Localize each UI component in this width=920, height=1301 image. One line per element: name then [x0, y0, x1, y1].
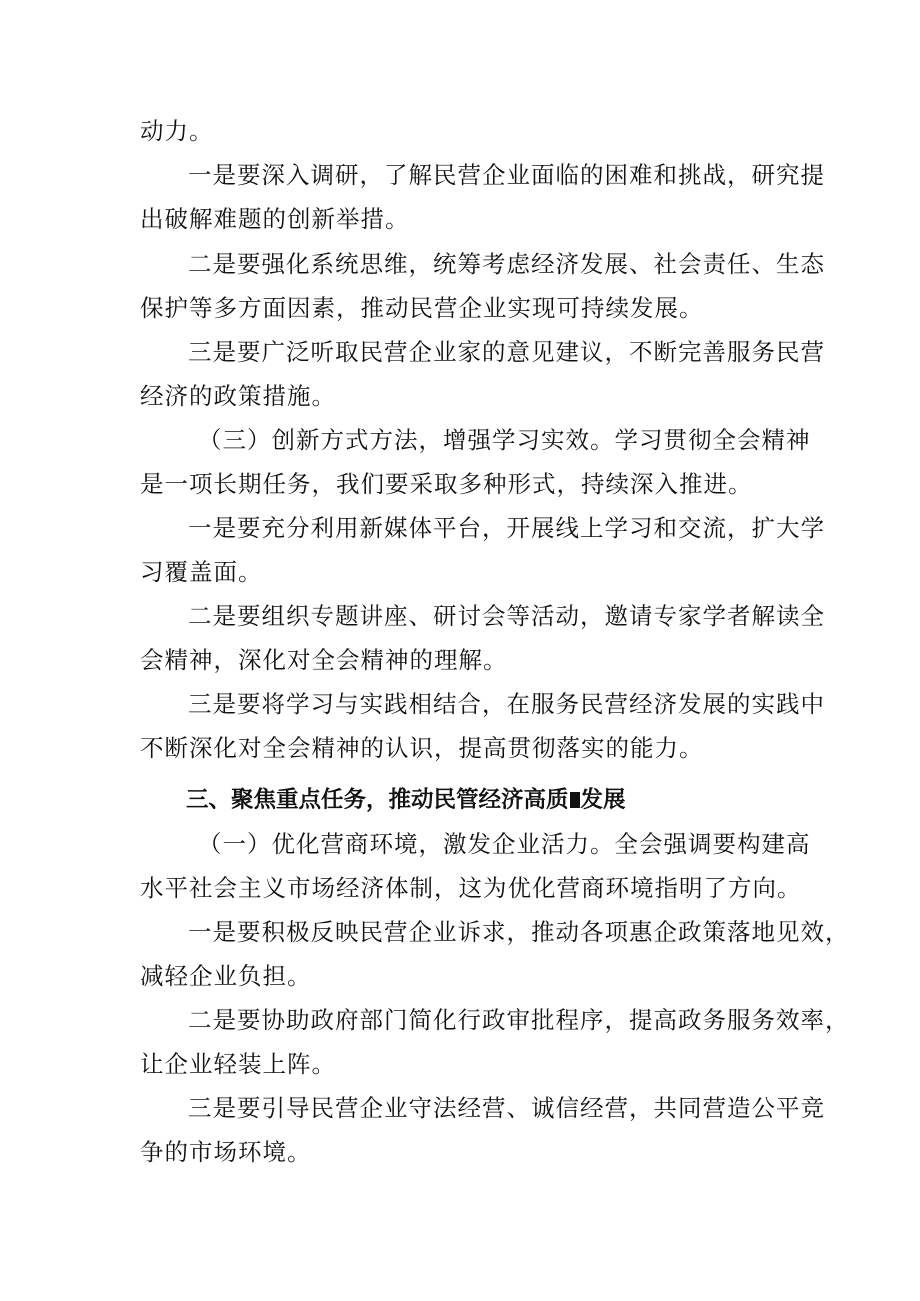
section-heading — [186, 785, 626, 815]
blackout-block — [570, 792, 580, 808]
paragraph-line: 不断深化对全会精神的认识，提高贯彻落实的能力。 — [140, 734, 704, 762]
paragraph-line: 动力。 — [140, 117, 214, 145]
paragraph-line: 三是要将学习与实践相结合，在服务民营经济发展的实践中 — [188, 690, 825, 718]
paragraph-line: 经济的政策措施。 — [140, 382, 336, 410]
paragraph-line: 保护等多方面因素，推动民营企业实现可持续发展。 — [140, 294, 704, 322]
paragraph-line: 二是要强化系统思维，统筹考虑经济发展、社会责任、生态 — [188, 250, 825, 278]
paragraph-line: 是一项长期任务，我们要采取多种形式，持续深入推进。 — [140, 470, 753, 498]
paragraph-line: 三是要广泛听取民营企业家的意见建议，不断完善服务民营 — [188, 338, 825, 366]
paragraph-line: 会精神，深化对全会精神的理解。 — [140, 646, 508, 674]
paragraph-line: 二是要协助政府部门简化行政审批程序，提高政务服务效率， — [188, 1006, 850, 1034]
paragraph-line: 减轻企业负担。 — [140, 962, 312, 990]
paragraph-line: （一）优化营商环境，激发企业活力。全会强调要构建高 — [198, 830, 811, 858]
paragraph-line: 出破解难题的创新举措。 — [140, 205, 410, 233]
paragraph-line: 一是要深入调研，了解民营企业面临的困难和挑战，研究提 — [188, 161, 825, 189]
paragraph-line: 习覆盖面。 — [140, 558, 263, 586]
paragraph-line: 三是要引导民营企业守法经营、诚信经营，共同营造公平竞 — [188, 1094, 825, 1122]
paragraph-line: （三）创新方式方法，增强学习实效。学习贯彻全会精神 — [198, 426, 811, 454]
section-heading-text: 三、聚焦重点任务，推动民管经济高质 — [186, 787, 569, 813]
paragraph-line: 让企业轻装上阵。 — [140, 1050, 336, 1078]
paragraph-line: 一是要充分利用新媒体平台，开展线上学习和交流，扩大学 — [188, 514, 825, 542]
paragraph-line: 一是要积极反映民营企业诉求，推动各项惠企政策落地见效， — [188, 918, 850, 946]
paragraph-line: 水平社会主义市场经济体制，这为优化营商环境指明了方向。 — [140, 874, 802, 902]
section-heading-text-end: 发展 — [580, 787, 626, 813]
paragraph-line: 二是要组织专题讲座、研讨会等活动，邀请专家学者解读全 — [188, 602, 825, 630]
paragraph-line: 争的市场环境。 — [140, 1138, 312, 1166]
